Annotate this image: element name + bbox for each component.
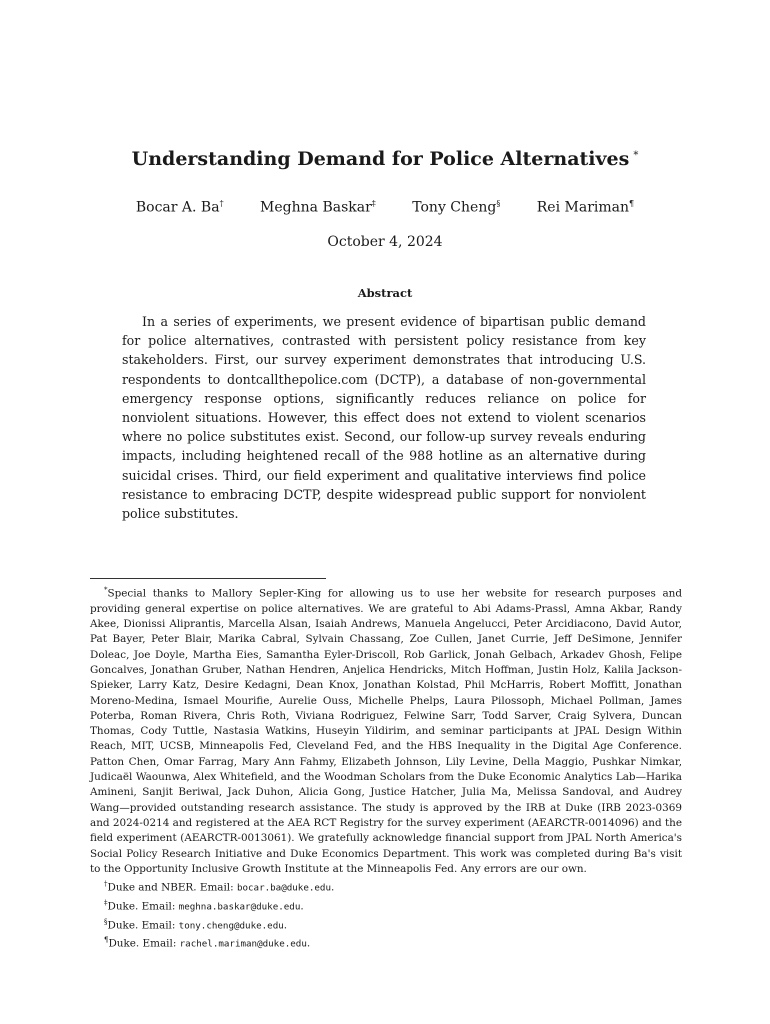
footnote-mark: ‡	[104, 898, 108, 907]
title-text: Understanding Demand for Police Alternatives	[131, 148, 630, 170]
footnote-mark: *	[104, 586, 108, 594]
abstract-heading: Abstract	[357, 286, 413, 300]
contact-footnote	[90, 877, 682, 896]
acknowledgements-footnote	[90, 583, 682, 877]
title-footnote-mark: *	[633, 149, 639, 161]
author-name: Rei Mariman	[536, 199, 630, 216]
affiliation-text: Duke and NBER. Email:	[107, 881, 237, 894]
paper-title	[0, 148, 770, 170]
footnote-period: .	[330, 881, 335, 894]
email-link[interactable]: meghna.baskar@duke.edu	[178, 901, 301, 913]
email-link[interactable]: tony.cheng@duke.edu	[178, 920, 284, 932]
author-name: Bocar A. Ba	[135, 199, 220, 216]
author-list	[0, 199, 770, 216]
author-mark: §	[496, 199, 501, 208]
affiliation-text: Duke. Email:	[107, 900, 179, 913]
email-link[interactable]: rachel.mariman@duke.edu	[179, 938, 307, 950]
footnote-period: .	[306, 937, 311, 950]
footnotes	[90, 583, 682, 952]
author-mark: ¶	[629, 199, 635, 208]
affiliation-text: Duke. Email:	[107, 919, 179, 932]
footnote-divider	[90, 578, 326, 579]
email-link[interactable]: bocar.ba@duke.edu	[236, 882, 331, 894]
publication-date: October 4, 2024	[327, 234, 443, 250]
footnote-period: .	[300, 900, 304, 913]
contact-footnote	[90, 915, 682, 934]
author	[136, 199, 224, 216]
contact-footnote	[90, 896, 682, 915]
footnote-mark: †	[104, 880, 108, 889]
author	[260, 199, 376, 216]
acknowledgements-text: Special thanks to Mallory Sepler-King for allowing us to use her website for research purposes and providing general expertise on police alternatives. We are grateful to Abi Adams-Prassl, Amna Akbar, Randy Akee, Dionissi Aliprantis, Marcella Alsan, Isaiah Andrews, Manuela Angelucci, Peter Arcidiacono, David Autor, Pat Bayer, Peter Blair, Marika Cabral, Sylvain Chassang, Zoe Cullen, Janet Currie, Jeff DeSimone, Jennifer Doleac, Joe Doyle, Martha Eies, Samantha Eyler-Driscoll, Rob Garlick, Jonah Gelbach, Arkadev Ghosh, Felipe Goncalves, Jonathan Gruber, Nathan Hendren, Anjelica Hendricks, Mitch Hoffman, Justin Holz, Kalila Jackson-Spieker, Larry Katz, Desire Kedagni, Dean Knox, Jonathan Kolstad, Phil McHarris, Robert Moffitt, Jonathan Moreno-Medina, Ismael Mourifie, Aurelie Ouss, Michelle Phelps, Laura Pilossoph, Michael Pollman, James Poterba, Roman Rivera, Chris Roth, Viviana Rodriguez, Felwine Sarr, Todd Sarver, Craig Sylvera, Duncan Thomas, Cody Tuttle, Nastasia Watkins, Huseyin Yildirim, and seminar participants at JPAL Design Within Reach, MIT, UCSB, Minneapolis Fed, Cleveland Fed, and the HBS Inequality in the Digital Age Conference. Patton Chen, Omar Farrag, Mary Ann Fahmy, Elizabeth Johnson, Lily Levine, Della Maggio, Pushkar Nimkar, Judicaël Waounwa, Alex Whitefield, and the Woodman Scholars from the Duke Economic Analytics Lab—Harika Amineni, Sanjit Beriwal, Jack Duhon, Alicia Gong, Justice Hatcher, Julia Ma, Melissa Sandoval, and Audrey Wang—provided outstanding research assistance. The study is approved by the IRB at Duke (IRB 2023-0369 and 2024-0214 and registered at the AEA RCT Registry for the survey experiment (AEARCTR-0014096) and the field experiment (AEARCTR-0013061). We gratefully acknowledge financial support from JPAL North America's Social Policy Research Initiative and Duke Economics Department. This work was completed during Ba's visit to the Opportunity Inclusive Growth Institute at the Minneapolis Fed. Any errors are our own.	[90, 587, 682, 875]
contact-footnote	[90, 933, 682, 952]
author-mark: ‡	[371, 199, 376, 208]
affiliation-text: Duke. Email:	[108, 937, 180, 950]
author	[412, 199, 500, 216]
author-mark: †	[219, 199, 224, 208]
footnote-period: .	[283, 919, 288, 932]
footnote-mark: ¶	[104, 936, 109, 945]
author-name: Tony Cheng	[412, 199, 497, 216]
abstract-text: In a series of experiments, we present evidence of bipartisan public demand for police alternatives, contrasted with persistent policy resistance from key stakeholders. First, our survey experiment demonstrates that introducing U.S. respondents to dontcallthepolice.com (DCTP), a database of non-governmental emergency response options, significantly reduces reliance on police for nonviolent situations. However, this effect does not extend to violent scenarios where no police substitutes exist. Second, our follow-up survey reveals enduring impacts, including heightened recall of the 988 hotline as an alternative during suicidal crises. Third, our field experiment and qualitative interviews find police resistance to embracing DCTP, despite widespread public support for nonviolent police substitutes.	[122, 314, 646, 522]
footnote-mark: §	[104, 917, 108, 926]
author-name: Meghna Baskar	[260, 199, 372, 216]
author	[537, 199, 634, 216]
